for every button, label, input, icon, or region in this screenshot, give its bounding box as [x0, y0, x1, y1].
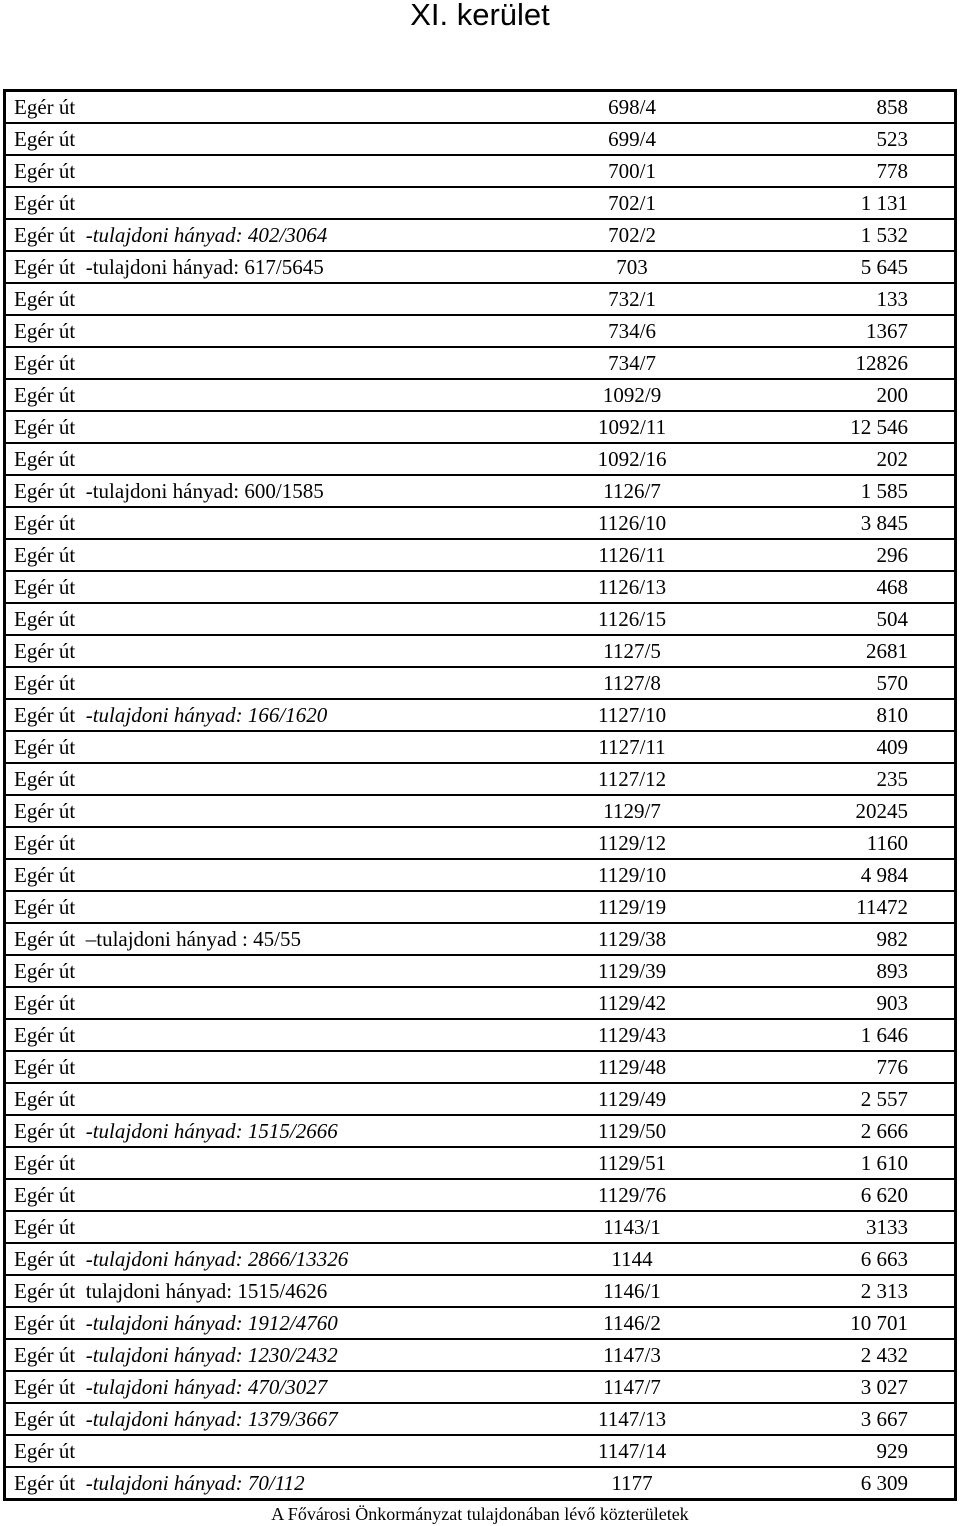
parcel-number-cell: 702/2: [550, 219, 715, 251]
area-cell: 4 984: [714, 859, 955, 891]
street-name: Egér út: [14, 959, 76, 983]
table-row: [5, 795, 956, 827]
street-name: Egér út: [14, 991, 76, 1015]
parcel-number-cell: 1127/12: [550, 763, 715, 795]
area-cell: 903: [714, 987, 955, 1019]
table-row: [5, 315, 956, 347]
street-name: Egér út: [14, 1311, 76, 1335]
street-name: Egér út: [14, 1087, 76, 1111]
street-name: Egér út: [14, 1119, 76, 1143]
street-cell: [5, 251, 550, 283]
table-row: [5, 1243, 956, 1275]
ownership-share-note: -tulajdoni hányad: 402/3064: [85, 223, 328, 247]
table-row: [5, 1307, 956, 1339]
street-cell: [5, 539, 550, 571]
table-row: [5, 1051, 956, 1083]
table-row: [5, 411, 956, 443]
table-row: [5, 123, 956, 155]
street-cell: [5, 187, 550, 219]
street-name: Egér út: [14, 1279, 76, 1303]
page-title: XI. kerület: [410, 0, 550, 32]
parcel-number-cell: 702/1: [550, 187, 715, 219]
parcel-number-cell: 1129/76: [550, 1179, 715, 1211]
parcel-number-cell: 734/7: [550, 347, 715, 379]
ownership-share-note: -tulajdoni hányad: 70/112: [85, 1471, 305, 1495]
table-row: [5, 283, 956, 315]
area-cell: 810: [714, 699, 955, 731]
table-row: [5, 955, 956, 987]
parcel-number-cell: 1147/7: [550, 1371, 715, 1403]
area-cell: 570: [714, 667, 955, 699]
area-cell: 1367: [714, 315, 955, 347]
area-cell: 202: [714, 443, 955, 475]
street-cell: [5, 699, 550, 731]
parcel-number-cell: 1129/42: [550, 987, 715, 1019]
table-row: [5, 347, 956, 379]
area-cell: 1 646: [714, 1019, 955, 1051]
street-cell: [5, 1467, 550, 1500]
parcel-number-cell: 703: [550, 251, 715, 283]
parcel-number-cell: 1146/2: [550, 1307, 715, 1339]
street-cell: [5, 1435, 550, 1467]
table-row: [5, 603, 956, 635]
area-cell: 6 309: [714, 1467, 955, 1500]
property-table: [3, 89, 957, 1501]
street-cell: [5, 987, 550, 1019]
street-name: Egér út: [14, 1439, 76, 1463]
street-cell: [5, 1307, 550, 1339]
ownership-share-note: -tulajdoni hányad: 1230/2432: [85, 1343, 338, 1367]
area-cell: 5 645: [714, 251, 955, 283]
street-cell: [5, 1371, 550, 1403]
parcel-number-cell: 1127/5: [550, 635, 715, 667]
street-name: Egér út: [14, 735, 76, 759]
street-name: Egér út: [14, 1471, 76, 1495]
street-name: Egér út: [14, 799, 76, 823]
table-row: [5, 667, 956, 699]
table-row: [5, 1275, 956, 1307]
table-row: [5, 1115, 956, 1147]
parcel-number-cell: 1126/7: [550, 475, 715, 507]
street-name: Egér út: [14, 575, 76, 599]
table-row: [5, 1339, 956, 1371]
street-cell: [5, 1275, 550, 1307]
street-cell: [5, 1019, 550, 1051]
street-cell: [5, 475, 550, 507]
area-cell: 2 557: [714, 1083, 955, 1115]
area-cell: 3133: [714, 1211, 955, 1243]
ownership-share-note: -tulajdoni hányad: 470/3027: [85, 1375, 328, 1399]
ownership-share-note: -tulajdoni hányad: 617/5645: [85, 255, 324, 279]
area-cell: 1 131: [714, 187, 955, 219]
street-name: Egér út: [14, 895, 76, 919]
area-cell: 929: [714, 1435, 955, 1467]
street-cell: [5, 731, 550, 763]
parcel-number-cell: 698/4: [550, 91, 715, 124]
table-row: [5, 731, 956, 763]
street-cell: [5, 1243, 550, 1275]
street-cell: [5, 923, 550, 955]
parcel-number-cell: 1129/19: [550, 891, 715, 923]
table-row: [5, 539, 956, 571]
street-cell: [5, 1083, 550, 1115]
table-row: [5, 1147, 956, 1179]
parcel-number-cell: 1129/43: [550, 1019, 715, 1051]
street-cell: [5, 379, 550, 411]
ownership-share-note: tulajdoni hányad: 1515/4626: [85, 1279, 328, 1303]
parcel-number-cell: 1092/11: [550, 411, 715, 443]
street-name: Egér út: [14, 479, 76, 503]
street-cell: [5, 219, 550, 251]
street-cell: [5, 1147, 550, 1179]
table-row: [5, 1435, 956, 1467]
parcel-number-cell: 1126/11: [550, 539, 715, 571]
table-row: [5, 443, 956, 475]
table-row: [5, 1019, 956, 1051]
area-cell: 523: [714, 123, 955, 155]
parcel-number-cell: 1127/10: [550, 699, 715, 731]
table-row: [5, 187, 956, 219]
area-cell: 3 027: [714, 1371, 955, 1403]
parcel-number-cell: 1126/13: [550, 571, 715, 603]
street-name: Egér út: [14, 95, 76, 119]
parcel-number-cell: 1146/1: [550, 1275, 715, 1307]
parcel-number-cell: 1126/10: [550, 507, 715, 539]
area-cell: 1160: [714, 827, 955, 859]
parcel-number-cell: 1129/48: [550, 1051, 715, 1083]
street-cell: [5, 1179, 550, 1211]
street-cell: [5, 891, 550, 923]
table-row: [5, 859, 956, 891]
parcel-number-cell: 1129/49: [550, 1083, 715, 1115]
street-cell: [5, 635, 550, 667]
street-cell: [5, 955, 550, 987]
street-name: Egér út: [14, 191, 76, 215]
ownership-share-note: -tulajdoni hányad: 1379/3667: [85, 1407, 338, 1431]
street-name: Egér út: [14, 671, 76, 695]
parcel-number-cell: 1144: [550, 1243, 715, 1275]
table-row: [5, 1083, 956, 1115]
street-name: Egér út: [14, 607, 76, 631]
street-cell: [5, 91, 550, 124]
street-cell: [5, 1115, 550, 1147]
ownership-share-note: -tulajdoni hányad: 2866/13326: [85, 1247, 349, 1271]
table-row: [5, 1179, 956, 1211]
parcel-number-cell: 1126/15: [550, 603, 715, 635]
table-row: [5, 923, 956, 955]
area-cell: 200: [714, 379, 955, 411]
table-row: [5, 507, 956, 539]
street-name: Egér út: [14, 383, 76, 407]
street-name: Egér út: [14, 1343, 76, 1367]
area-cell: 504: [714, 603, 955, 635]
parcel-number-cell: 1129/50: [550, 1115, 715, 1147]
table-row: [5, 475, 956, 507]
street-name: Egér út: [14, 863, 76, 887]
page-footer: A Fővárosi Önkormányzat tulajdonában lévő közterületek: [271, 1504, 689, 1524]
table-row: [5, 571, 956, 603]
area-cell: 2 313: [714, 1275, 955, 1307]
area-cell: 11472: [714, 891, 955, 923]
area-cell: 2 666: [714, 1115, 955, 1147]
street-name: Egér út: [14, 1183, 76, 1207]
street-name: Egér út: [14, 287, 76, 311]
street-name: Egér út: [14, 543, 76, 567]
street-name: Egér út: [14, 703, 76, 727]
area-cell: 12 546: [714, 411, 955, 443]
table-row: [5, 699, 956, 731]
street-cell: [5, 603, 550, 635]
table-row: [5, 219, 956, 251]
area-cell: 776: [714, 1051, 955, 1083]
table-row: [5, 1467, 956, 1500]
area-cell: 409: [714, 731, 955, 763]
street-cell: [5, 571, 550, 603]
street-name: Egér út: [14, 767, 76, 791]
street-name: Egér út: [14, 1055, 76, 1079]
street-name: Egér út: [14, 1215, 76, 1239]
table-row: [5, 987, 956, 1019]
street-name: Egér út: [14, 223, 76, 247]
ownership-share-note: –tulajdoni hányad : 45/55: [85, 927, 301, 951]
street-name: Egér út: [14, 447, 76, 471]
street-cell: [5, 763, 550, 795]
street-cell: [5, 859, 550, 891]
area-cell: 6 663: [714, 1243, 955, 1275]
area-cell: 468: [714, 571, 955, 603]
ownership-share-note: -tulajdoni hányad: 1912/4760: [85, 1311, 338, 1335]
area-cell: 12826: [714, 347, 955, 379]
street-cell: [5, 283, 550, 315]
area-cell: 2681: [714, 635, 955, 667]
table-row: [5, 1211, 956, 1243]
area-cell: 2 432: [714, 1339, 955, 1371]
street-name: Egér út: [14, 1151, 76, 1175]
ownership-share-note: -tulajdoni hányad: 166/1620: [85, 703, 328, 727]
ownership-share-note: -tulajdoni hányad: 1515/2666: [85, 1119, 338, 1143]
street-cell: [5, 123, 550, 155]
street-cell: [5, 347, 550, 379]
street-name: Egér út: [14, 159, 76, 183]
table-row: [5, 827, 956, 859]
street-name: Egér út: [14, 255, 76, 279]
parcel-number-cell: 699/4: [550, 123, 715, 155]
parcel-number-cell: 1129/51: [550, 1147, 715, 1179]
street-name: Egér út: [14, 319, 76, 343]
area-cell: 778: [714, 155, 955, 187]
parcel-number-cell: 1129/38: [550, 923, 715, 955]
area-cell: 3 845: [714, 507, 955, 539]
parcel-number-cell: 732/1: [550, 283, 715, 315]
table-row: [5, 379, 956, 411]
parcel-number-cell: 1147/13: [550, 1403, 715, 1435]
area-cell: 296: [714, 539, 955, 571]
parcel-number-cell: 1092/16: [550, 443, 715, 475]
area-cell: 982: [714, 923, 955, 955]
street-cell: [5, 507, 550, 539]
street-cell: [5, 443, 550, 475]
street-name: Egér út: [14, 1407, 76, 1431]
street-name: Egér út: [14, 415, 76, 439]
street-cell: [5, 411, 550, 443]
street-name: Egér út: [14, 831, 76, 855]
parcel-number-cell: 1147/14: [550, 1435, 715, 1467]
street-cell: [5, 827, 550, 859]
street-name: Egér út: [14, 351, 76, 375]
parcel-number-cell: 1129/10: [550, 859, 715, 891]
parcel-number-cell: 1127/11: [550, 731, 715, 763]
table-row: [5, 763, 956, 795]
area-cell: 1 532: [714, 219, 955, 251]
area-cell: 858: [714, 91, 955, 124]
street-name: Egér út: [14, 511, 76, 535]
parcel-number-cell: 1177: [550, 1467, 715, 1500]
parcel-number-cell: 700/1: [550, 155, 715, 187]
area-cell: 235: [714, 763, 955, 795]
street-cell: [5, 1051, 550, 1083]
street-cell: [5, 1339, 550, 1371]
parcel-number-cell: 1092/9: [550, 379, 715, 411]
area-cell: 3 667: [714, 1403, 955, 1435]
street-cell: [5, 795, 550, 827]
area-cell: 1 610: [714, 1147, 955, 1179]
street-name: Egér út: [14, 639, 76, 663]
table-row: [5, 635, 956, 667]
area-cell: 133: [714, 283, 955, 315]
parcel-number-cell: 1127/8: [550, 667, 715, 699]
table-row: [5, 251, 956, 283]
parcel-number-cell: 1143/1: [550, 1211, 715, 1243]
table-row: [5, 1403, 956, 1435]
street-cell: [5, 155, 550, 187]
table-row: [5, 1371, 956, 1403]
table-row: [5, 155, 956, 187]
area-cell: 10 701: [714, 1307, 955, 1339]
table-row: [5, 891, 956, 923]
ownership-share-note: -tulajdoni hányad: 600/1585: [85, 479, 324, 503]
street-name: Egér út: [14, 1247, 76, 1271]
parcel-number-cell: 1129/12: [550, 827, 715, 859]
street-cell: [5, 1211, 550, 1243]
area-cell: 6 620: [714, 1179, 955, 1211]
street-name: Egér út: [14, 1023, 76, 1047]
property-table-body: [5, 91, 956, 1500]
street-name: Egér út: [14, 1375, 76, 1399]
street-cell: [5, 315, 550, 347]
street-cell: [5, 667, 550, 699]
property-table-container: [3, 89, 957, 1501]
area-cell: 893: [714, 955, 955, 987]
street-name: Egér út: [14, 927, 76, 951]
street-cell: [5, 1403, 550, 1435]
table-row: [5, 91, 956, 124]
area-cell: 1 585: [714, 475, 955, 507]
area-cell: 20245: [714, 795, 955, 827]
street-name: Egér út: [14, 127, 76, 151]
parcel-number-cell: 734/6: [550, 315, 715, 347]
parcel-number-cell: 1147/3: [550, 1339, 715, 1371]
parcel-number-cell: 1129/39: [550, 955, 715, 987]
parcel-number-cell: 1129/7: [550, 795, 715, 827]
